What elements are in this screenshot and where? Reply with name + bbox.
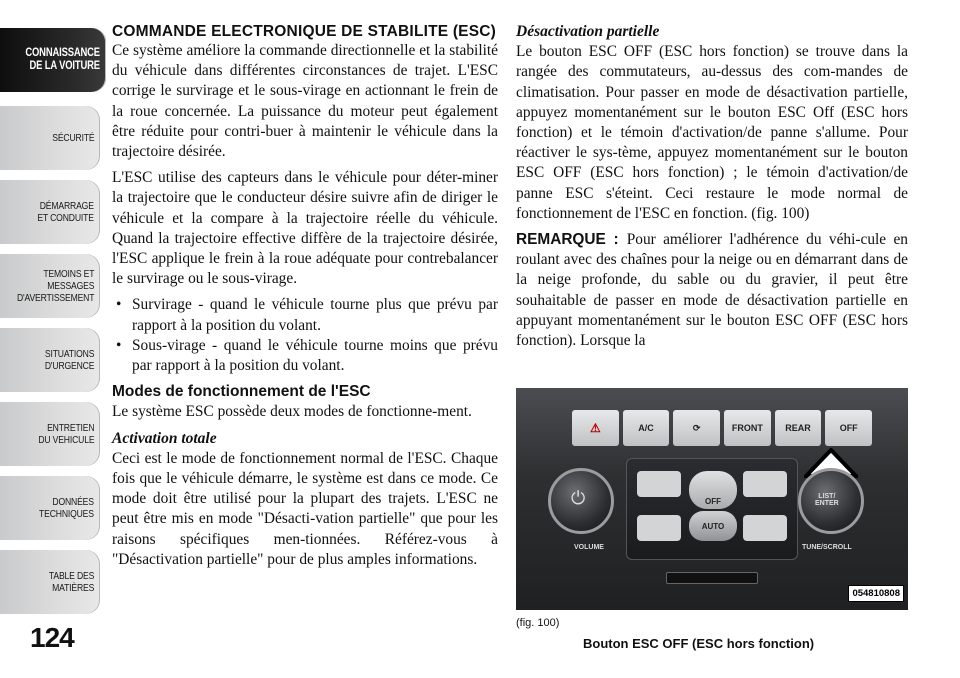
page-number: 124 [30, 622, 74, 653]
tab-label: SITUATIONS D'URGENCE [44, 348, 94, 372]
note-paragraph [516, 230, 908, 351]
tab-connaissance-de-la-voiture[interactable] [0, 28, 106, 92]
temp-up-right-button [743, 471, 787, 497]
temp-down-right-button [743, 515, 787, 541]
tune-scroll-knob [798, 468, 864, 534]
list-enter-label: LIST/ ENTER [815, 493, 839, 507]
tab-label: SÉCURITÉ [51, 132, 94, 144]
tab-label: CONNAISSANCE DE LA VOITURE [25, 47, 100, 72]
note-label: REMARQUE : [516, 231, 619, 249]
left-column [112, 22, 498, 576]
mode-heading: Activation totale [112, 429, 217, 447]
media-slot [666, 572, 758, 584]
tab-securite[interactable] [0, 106, 100, 170]
tab-label: DÉMARRAGE ET CONDUITE [37, 200, 94, 224]
volume-label: VOLUME [574, 544, 604, 551]
note-text: Pour améliorer l'adhérence du véhi-cule en roulant avec des chaînes pour la neige ou en démarrant dans de la neige profonde, du sable ou du gravier, il peut être souhaitable de passer en mode de désactivation partielle en appuyant momentanément sur le bouton ESC OFF (ESC hors fonction). Lorsque la [516, 231, 909, 350]
figure-code: 054810808 [848, 585, 904, 602]
chapter-sidebar [0, 0, 106, 678]
list-item: • Sous-virage - quand le véhicule tourne moins que prévu par rapport à la position du volant. [112, 336, 498, 376]
recirculation-icon: ⟳ [692, 422, 701, 433]
right-column [516, 22, 908, 357]
paragraph: Le système ESC possède deux modes de fonctionne-ment. [112, 403, 472, 421]
tab-donnees-techniques[interactable] [0, 476, 100, 540]
paragraph: L'ESC utilise des capteurs dans le véhicule pour déter-miner la trajectoire que le conducteur désire suivre afin de diriger le véhicule et la compare à la trajectoire réelle du véhicule. Quand la trajectoire effective diffère de la trajectoire désirée, l'ESC applique le frein à la roue adéquate pour contrebalancer le survirage ou le sous-virage. [112, 169, 498, 288]
paragraph: Ce système améliore la commande directionnelle et la stabilité du véhicule dans différentes circonstances de trajet. L'ESC corrige le survirage et le sous-virage en actionnant le frein de la roue concernée. La puissance du moteur peut également être réduite pour contri-buer à maintenir le véhicule dans la trajectoire désirée. [112, 42, 498, 161]
front-defrost-button: FRONT [724, 410, 771, 446]
rear-defrost-button: REAR [775, 410, 822, 446]
esc-off-button: OFF [825, 410, 872, 446]
temp-up-left-button [637, 471, 681, 497]
temp-down-left-button [637, 515, 681, 541]
bullet-list [112, 295, 498, 376]
volume-knob [548, 468, 614, 534]
figure-caption: (fig. 100) [516, 617, 560, 629]
climate-control-panel [626, 458, 798, 560]
list-item: • Survirage - quand le véhicule tourne plus que prévu par rapport à la position du volant. [112, 295, 498, 335]
recirculation-button [673, 410, 720, 446]
figure-title: Bouton ESC OFF (ESC hors fonction) [583, 636, 815, 651]
tab-table-des-matieres[interactable] [0, 550, 100, 614]
fan-off-button: OFF [689, 471, 737, 509]
power-icon: ⏻ [571, 488, 586, 508]
tab-situations-d-urgence[interactable] [0, 328, 100, 392]
tab-label: TEMOINS ET MESSAGES D'AVERTISSEMENT [16, 268, 94, 304]
mode-heading: Désactivation partielle [516, 23, 660, 40]
tab-demarrage-et-conduite[interactable] [0, 180, 100, 244]
switch-bank [572, 410, 872, 446]
hazard-icon: ⚠ [589, 421, 601, 435]
tab-label: ENTRETIEN DU VEHICULE [37, 422, 94, 446]
paragraph: Le bouton ESC OFF (ESC hors fonction) se trouve dans la rangée des commutateurs, au-dessus des com-mandes de climatisation. Pour passer en mode de désactivation partielle, appuyez momentanément sur le bouton ESC Off (ESC hors fonction) et le témoin d'activation/de panne s'allume. Pour réactiver le sys-tème, appuyez momentanément sur le bouton ESC OFF (ESC hors fonction) ; le témoin d'activation/de panne ESC s'éteint. Ceci restaure le mode normal de fonctionnement de l'ESC en fonction. (fig. 100) [516, 43, 908, 222]
tab-temoins-et-messages[interactable] [0, 254, 100, 318]
figure-esc-off-button [516, 388, 908, 610]
tab-label: DONNÉES TECHNIQUES [39, 496, 94, 520]
subsection-heading: Modes de fonctionnement de l'ESC [112, 383, 371, 401]
tune-scroll-label: TUNE/SCROLL [802, 544, 852, 551]
ac-button: A/C [623, 410, 670, 446]
section-heading: COMMANDE ELECTRONIQUE DE STABILITE (ESC) [112, 23, 497, 40]
hazard-button [572, 410, 619, 446]
paragraph: Ceci est le mode de fonctionnement normal de l'ESC. Chaque fois que le véhicule démarre, le système est dans ce mode. Ce mode doit être utilisé pour la plupart des trajets. L'ESC ne peut être mis en mode "Désacti-vation partielle" que pour les raisons spécifiques men-tionnées. Référez-vous à "Désactivation partielle" pour de plus amples informations. [112, 449, 498, 568]
tab-label: TABLE DES MATIÈRES [48, 570, 94, 594]
auto-button: AUTO [689, 511, 737, 541]
tab-entretien-du-vehicule[interactable] [0, 402, 100, 466]
